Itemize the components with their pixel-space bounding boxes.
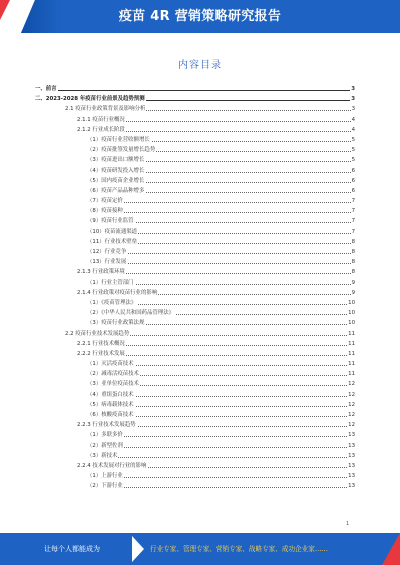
toc-entry-title: 一、前言 xyxy=(35,84,58,94)
toc-entry[interactable] xyxy=(35,267,355,277)
page-number: 1 xyxy=(346,521,350,527)
toc-entry-title: （13）行业发展 xyxy=(87,257,127,267)
toc-entry-page: 3 xyxy=(350,84,355,94)
toc-entry-title: （2）新型佐剂 xyxy=(87,441,124,451)
toc-entry-title: （2）减毒活疫苗技术 xyxy=(87,369,140,379)
toc-entry-title: （2）疫苗批签发量增长趋势 xyxy=(87,145,156,155)
toc-entry-page: 11 xyxy=(347,369,355,379)
toc-entry-page: 11 xyxy=(347,339,355,349)
page-header xyxy=(0,0,400,33)
toc-leader xyxy=(87,202,351,203)
toc-entry-page: 12 xyxy=(347,400,355,410)
toc-entry[interactable] xyxy=(35,125,355,135)
footer-slogan-left: 让每个人都能成为 xyxy=(44,545,100,553)
table-of-contents xyxy=(35,84,355,492)
toc-entry[interactable] xyxy=(35,288,355,298)
toc-entry[interactable] xyxy=(35,430,355,440)
toc-entry-page: 11 xyxy=(347,359,355,369)
toc-entry-title: （1）多联多价 xyxy=(87,430,124,440)
toc-entry[interactable] xyxy=(35,349,355,359)
toc-entry-page: 8 xyxy=(351,267,355,277)
toc-entry[interactable] xyxy=(35,339,355,349)
toc-entry-title: （4）重组蛋白技术 xyxy=(87,390,135,400)
toc-entry-title: （3）疫苗行业政策法规 xyxy=(87,318,145,328)
toc-entry-page: 4 xyxy=(351,115,355,125)
toc-entry[interactable] xyxy=(35,471,355,481)
toc-entry-title: （1）灭活疫苗技术 xyxy=(87,359,135,369)
toc-entry-page: 8 xyxy=(351,237,355,247)
toc-leader xyxy=(35,90,351,91)
toc-entry-page: 7 xyxy=(351,196,355,206)
toc-entry-title: 2.1.4 行业政策对疫苗行业的影响 xyxy=(77,288,158,298)
footer-arrow-icon xyxy=(132,536,144,562)
toc-entry-page: 3 xyxy=(350,94,355,104)
toc-entry-page: 8 xyxy=(351,247,355,257)
toc-entry[interactable] xyxy=(35,390,355,400)
toc-entry-title: 2.1.2 行业成长阶段 xyxy=(77,125,126,135)
toc-entry-page: 12 xyxy=(347,410,355,420)
report-title: 疫苗 4R 营销策略研究报告 xyxy=(118,9,282,24)
toc-entry[interactable] xyxy=(35,206,355,216)
toc-entry-title: 2.1.3 行业政策环境 xyxy=(77,267,126,277)
toc-entry-title: （6）核酸疫苗技术 xyxy=(87,410,135,420)
toc-entry-title: （1）疫苗行业营收额增长 xyxy=(87,135,151,145)
toc-entry-title: （9）疫苗行业监管 xyxy=(87,216,135,226)
toc-entry-page: 9 xyxy=(351,288,355,298)
toc-entry-page: 7 xyxy=(351,216,355,226)
toc-heading: 内容目录 xyxy=(178,60,222,71)
toc-entry[interactable] xyxy=(35,247,355,257)
toc-entry[interactable] xyxy=(35,186,355,196)
toc-entry-title: （3）疫苗进出口额增长 xyxy=(87,155,145,165)
toc-entry-page: 13 xyxy=(347,430,355,440)
toc-entry-page: 11 xyxy=(347,349,355,359)
toc-entry-title: 2.1 疫苗行业政策背景及影响分析 xyxy=(65,104,146,114)
toc-entry[interactable] xyxy=(35,369,355,379)
toc-entry-title: （11）行业技术壁垒 xyxy=(87,237,138,247)
toc-entry-page: 13 xyxy=(347,481,355,491)
toc-entry-page: 5 xyxy=(351,135,355,145)
toc-entry[interactable] xyxy=(35,461,355,471)
toc-entry[interactable] xyxy=(35,359,355,369)
toc-entry[interactable] xyxy=(35,420,355,430)
toc-entry-page: 10 xyxy=(347,308,355,318)
toc-entry-title: （1）行业主管部门 xyxy=(87,278,135,288)
toc-entry[interactable] xyxy=(35,441,355,451)
toc-entry-title: 2.2.2 行业技术发展 xyxy=(77,349,126,359)
toc-entry-page: 6 xyxy=(351,176,355,186)
toc-entry-page: 10 xyxy=(347,318,355,328)
toc-entry[interactable] xyxy=(35,166,355,176)
toc-entry-page: 10 xyxy=(347,298,355,308)
toc-entry-page: 5 xyxy=(351,155,355,165)
toc-entry-title: （1）上游行业 xyxy=(87,471,124,481)
toc-entry[interactable] xyxy=(35,115,355,125)
toc-entry[interactable] xyxy=(35,481,355,491)
toc-entry-page: 6 xyxy=(351,166,355,176)
toc-entry-page: 5 xyxy=(351,145,355,155)
toc-entry[interactable] xyxy=(35,318,355,328)
toc-entry[interactable] xyxy=(35,216,355,226)
toc-leader xyxy=(87,457,351,458)
toc-entry-page: 13 xyxy=(347,451,355,461)
toc-entry-page: 12 xyxy=(347,379,355,389)
toc-entry-title: （12）行业竞争 xyxy=(87,247,127,257)
toc-entry-page: 12 xyxy=(347,390,355,400)
toc-entry[interactable] xyxy=(35,400,355,410)
toc-leader xyxy=(87,487,351,488)
toc-entry-title: （2）下游行业 xyxy=(87,481,124,491)
toc-entry[interactable] xyxy=(35,145,355,155)
toc-entry-title: 2.2.1 行业技术概况 xyxy=(77,339,126,349)
toc-entry[interactable] xyxy=(35,379,355,389)
toc-entry[interactable] xyxy=(35,278,355,288)
toc-entry-title: （10）疫苗流通渠道 xyxy=(87,227,138,237)
toc-entry[interactable] xyxy=(35,135,355,145)
toc-entry[interactable] xyxy=(35,237,355,247)
toc-entry-page: 13 xyxy=(347,471,355,481)
toc-entry-page: 13 xyxy=(347,461,355,471)
toc-entry-page: 7 xyxy=(351,206,355,216)
toc-leader xyxy=(87,212,351,213)
toc-entry-title: 二、2023-2028 年疫苗行业前景及趋势预测 xyxy=(35,94,146,104)
toc-entry[interactable] xyxy=(35,227,355,237)
toc-entry-title: （4）疫苗研发投入增长 xyxy=(87,166,145,176)
toc-entry-page: 4 xyxy=(351,125,355,135)
toc-entry-title: （6）疫苗产品品种增多 xyxy=(87,186,145,196)
toc-entry[interactable] xyxy=(35,155,355,165)
toc-entry[interactable] xyxy=(35,84,355,94)
toc-leader xyxy=(87,436,351,437)
toc-entry-page: 7 xyxy=(351,227,355,237)
toc-entry[interactable] xyxy=(35,298,355,308)
toc-entry-title: （3）新技术 xyxy=(87,451,118,461)
toc-entry-title: （7）疫苗定价 xyxy=(87,196,124,206)
toc-entry[interactable] xyxy=(35,410,355,420)
toc-entry-title: 2.2.3 行业技术发展趋势 xyxy=(77,420,137,430)
footer-accent-shape xyxy=(382,533,400,565)
toc-leader xyxy=(87,447,351,448)
toc-entry[interactable] xyxy=(35,308,355,318)
toc-leader xyxy=(87,477,351,478)
toc-entry-title: （1）《疫苗管理法》 xyxy=(87,298,137,308)
toc-entry-title: （8）疫苗接种 xyxy=(87,206,124,216)
toc-entry[interactable] xyxy=(35,104,355,114)
toc-entry-page: 11 xyxy=(347,329,355,339)
toc-entry[interactable] xyxy=(35,94,355,104)
toc-entry-page: 3 xyxy=(351,104,355,114)
toc-entry-page: 8 xyxy=(351,257,355,267)
toc-entry-title: 2.2 疫苗行业技术发展趋势 xyxy=(65,329,130,339)
toc-entry-page: 12 xyxy=(347,420,355,430)
toc-entry[interactable] xyxy=(35,257,355,267)
toc-entry-title: （5）病毒载体技术 xyxy=(87,400,135,410)
footer-slogan-right: 行业专家、管理专家、营销专家、战略专家、成功企业家…… xyxy=(150,545,329,553)
toc-entry-title: （5）国内疫苗企业增长 xyxy=(87,176,145,186)
toc-entry-title: 2.1.1 疫苗行业概况 xyxy=(77,115,126,125)
toc-entry[interactable] xyxy=(35,176,355,186)
toc-entry-page: 9 xyxy=(351,278,355,288)
toc-entry-title: （3）亚单位疫苗技术 xyxy=(87,379,140,389)
toc-entry[interactable] xyxy=(35,329,355,339)
toc-entry[interactable] xyxy=(35,451,355,461)
toc-entry-page: 6 xyxy=(351,186,355,196)
toc-entry-page: 13 xyxy=(347,441,355,451)
toc-entry[interactable] xyxy=(35,196,355,206)
toc-entry-title: 2.2.4 技术发展对行业的影响 xyxy=(77,461,147,471)
toc-entry-title: （2）《中华人民共和国药品管理法》 xyxy=(87,308,175,318)
